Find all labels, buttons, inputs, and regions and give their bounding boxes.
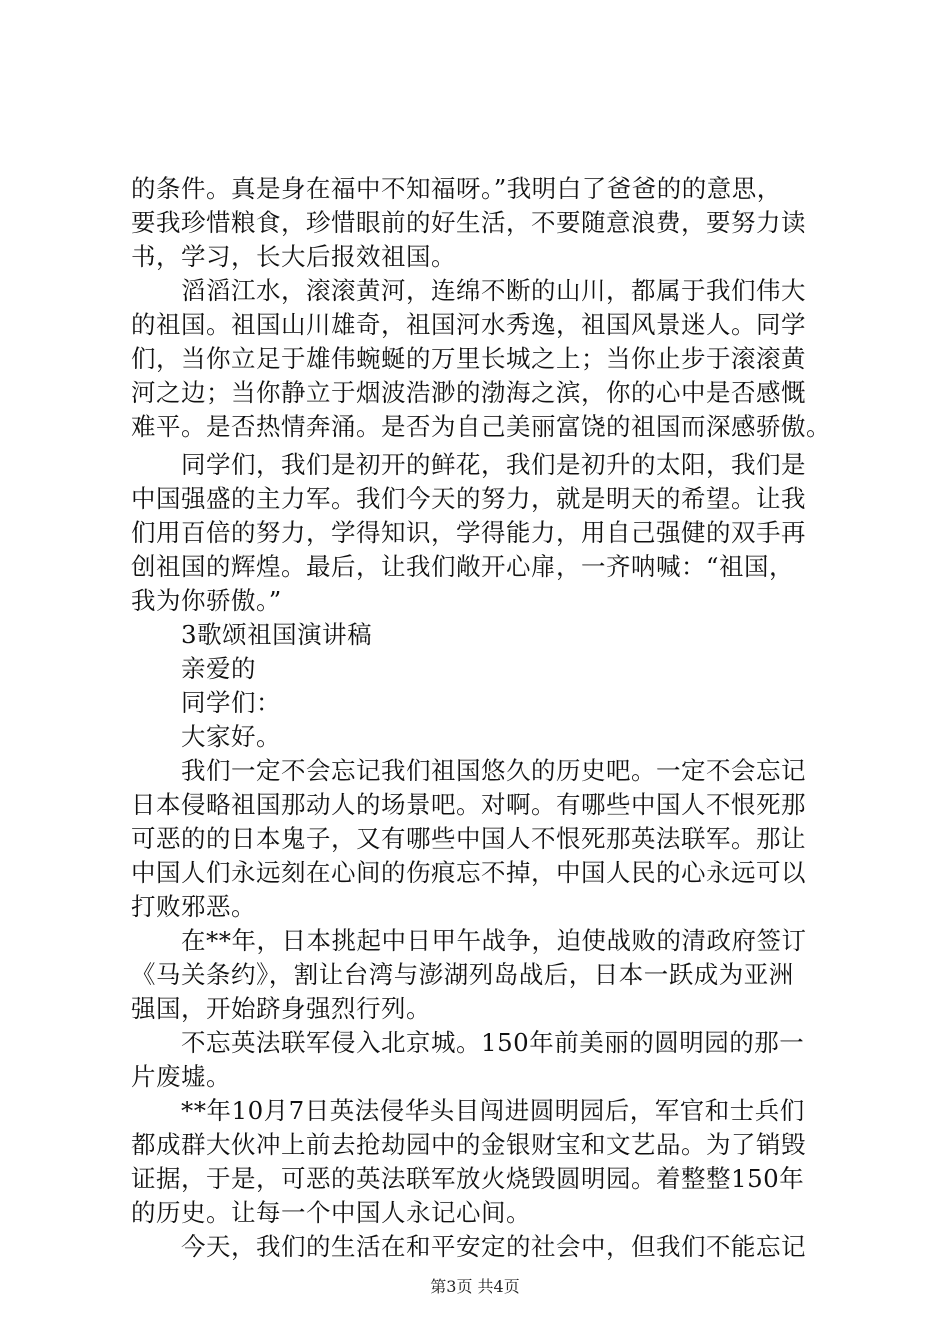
text-line: 中国人们永远刻在心间的伤痕忘不掉，中国人民的心永远可以 [131, 858, 806, 887]
text-line: 要我珍惜粮食，珍惜眼前的好生活，不要随意浪费，要努力读 [131, 208, 806, 237]
text-line: 的历史。让每一个中国人永记心间。 [131, 1198, 531, 1227]
text-line: 强国，开始跻身强烈行列。 [131, 994, 431, 1023]
text-line: 的祖国。祖国山川雄奇，祖国河水秀逸，祖国风景迷人。同学 [131, 310, 806, 339]
text-line: 证据，于是，可恶的英法联军放火烧毁圆明园。着整整150年 [131, 1164, 805, 1193]
text-line: 片废墟。 [131, 1062, 231, 1091]
text-line: 同学们： [131, 688, 281, 717]
text-line: 书，学习，长大后报效祖国。 [131, 242, 456, 271]
text-line: 滔滔江水，滚滚黄河，连绵不断的山川，都属于我们伟大 [131, 276, 806, 305]
text-line: 们，当你立足于雄伟蜿蜒的万里长城之上；当你止步于滚滚黄 [131, 344, 806, 373]
text-line: 打败邪恶。 [131, 892, 256, 921]
text-line: 我为你骄傲。” [131, 586, 282, 615]
text-line: 亲爱的 [131, 654, 256, 683]
text-line: 我们一定不会忘记我们祖国悠久的历史吧。一定不会忘记 [131, 756, 806, 785]
text-line: 都成群大伙冲上前去抢劫园中的金银财宝和文艺品。为了销毁 [131, 1130, 806, 1159]
text-line: 难平。是否热情奔涌。是否为自己美丽富饶的祖国而深感骄傲。 [131, 412, 831, 441]
text-line: 中国强盛的主力军。我们今天的努力，就是明天的希望。让我 [131, 484, 806, 513]
text-line: 同学们，我们是初开的鲜花，我们是初升的太阳，我们是 [131, 450, 806, 479]
page-footer: 第3页 共4页 [430, 1277, 520, 1296]
text-line: 河之边；当你静立于烟波浩渺的渤海之滨，你的心中是否感慨 [131, 378, 806, 407]
section-heading: 3歌颂祖国演讲稿 [131, 620, 373, 649]
text-line: 大家好。 [131, 722, 281, 751]
text-line: **年10月7日英法侵华头目闯进圆明园后，军官和士兵们 [131, 1096, 805, 1125]
text-line: 的条件。真是身在福中不知福呀。”我明白了爸爸的的意思， [131, 174, 782, 203]
text-line: 创祖国的辉煌。最后，让我们敞开心扉，一齐呐喊：“祖国， [131, 552, 795, 581]
text-line: 今天，我们的生活在和平安定的社会中，但我们不能忘记 [131, 1232, 806, 1261]
text-line: 可恶的的日本鬼子，又有哪些中国人不恨死那英法联军。那让 [131, 824, 806, 853]
text-line: 日本侵略祖国那动人的场景吧。对啊。有哪些中国人不恨死那 [131, 790, 806, 819]
text-line: 《马关条约》，割让台湾与澎湖列岛战后，日本一跃成为亚洲 [131, 960, 794, 989]
text-line: 们用百倍的努力，学得知识，学得能力，用自己强健的双手再 [131, 518, 806, 547]
text-line: 在**年，日本挑起中日甲午战争，迫使战败的清政府签订 [131, 926, 807, 955]
text-line: 不忘英法联军侵入北京城。150年前美丽的圆明园的那一 [131, 1028, 805, 1057]
